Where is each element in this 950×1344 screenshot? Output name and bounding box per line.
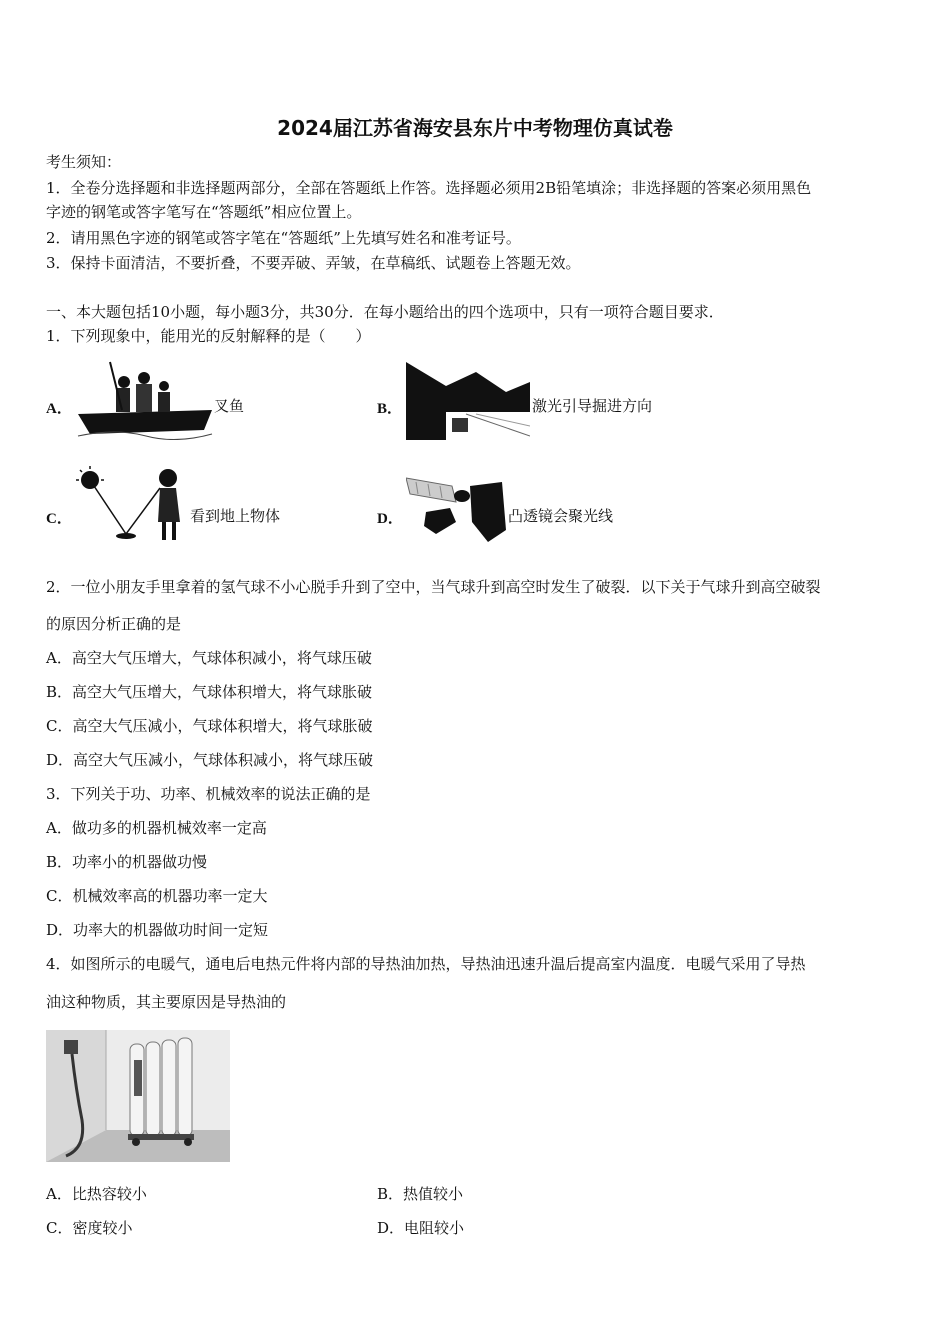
notice-line-1: 1．全卷分选择题和非选择题两部分，全部在答题纸上作答。选择题必须用2B铅笔填涂；非选择题的答案必须用黑色 bbox=[46, 179, 812, 197]
q3-option-d-text: 功率大的机器做功时间一定短 bbox=[73, 921, 269, 939]
q4-option-d bbox=[377, 1218, 464, 1238]
q4-option-c-label: C． bbox=[46, 1219, 73, 1237]
q4-option-d-text: 电阻较小 bbox=[404, 1219, 465, 1237]
convex-lens-image bbox=[406, 472, 506, 544]
q3-option-a-label: A． bbox=[46, 819, 72, 837]
q2-option-d bbox=[46, 750, 373, 770]
oil-heater-image bbox=[46, 1030, 230, 1162]
q1-stem: 1．下列现象中，能用光的反射解释的是（ ） bbox=[46, 327, 371, 345]
q4-option-a-label: A． bbox=[46, 1185, 72, 1203]
q4-stem-line-2: 油这种物质，其主要原因是导热油的 bbox=[46, 993, 287, 1011]
tunnel-laser-image bbox=[406, 362, 530, 440]
q2-option-d-text: 高空大气压减小，气球体积减小，将气球压破 bbox=[73, 751, 374, 769]
q2-option-b-label: B． bbox=[46, 683, 73, 701]
q2-stem-line-2: 的原因分析正确的是 bbox=[46, 615, 182, 633]
q4-stem-line-1: 4．如图所示的电暖气，通电后电热元件将内部的导热油加热，导热油迅速升温后提高室内温度．电暖气采用了导热 bbox=[46, 955, 806, 973]
q3-option-a-text: 做功多的机器机械效率一定高 bbox=[71, 819, 267, 837]
q3-stem: 3．下列关于功、功率、机械效率的说法正确的是 bbox=[46, 785, 371, 803]
q4-option-d-label: D． bbox=[377, 1219, 405, 1237]
q3-option-b-text: 功率小的机器做功慢 bbox=[72, 853, 208, 871]
notice-line-2: 字迹的钢笔或答字笔写在“答题纸”相应位置上。 bbox=[46, 203, 362, 221]
q2-option-a-text: 高空大气压增大，气球体积减小，将气球压破 bbox=[71, 649, 372, 667]
q3-option-c-text: 机械效率高的机器功率一定大 bbox=[72, 887, 268, 905]
q3-option-d-label: D． bbox=[46, 921, 74, 939]
q1-option-d-text: 凸透镜会聚光线 bbox=[508, 507, 614, 525]
q3-option-c-label: C． bbox=[46, 887, 73, 905]
notice-line-4: 3．保持卡面清洁，不要折叠，不要弄破、弄皱，在草稿纸、试题卷上答题无效。 bbox=[46, 254, 581, 272]
q3-option-c bbox=[46, 886, 268, 906]
q3-option-b-label: B． bbox=[46, 853, 73, 871]
page-title: 2024届江苏省海安县东片中考物理仿真试卷 bbox=[277, 116, 673, 140]
section-heading: 一、本大题包括10小题，每小题3分，共30分．在每小题给出的四个选项中，只有一项符合题目要求． bbox=[46, 303, 724, 321]
q4-option-b bbox=[377, 1184, 463, 1204]
q4-option-a bbox=[46, 1184, 147, 1204]
fishing-boat-image bbox=[76, 358, 214, 440]
q2-option-c-label: C． bbox=[46, 717, 73, 735]
q4-option-c-text: 密度较小 bbox=[72, 1219, 133, 1237]
q1-option-d-label: D． bbox=[377, 511, 403, 527]
q3-option-a bbox=[46, 818, 267, 838]
q3-option-b bbox=[46, 852, 207, 872]
q2-option-a bbox=[46, 648, 372, 668]
notice-heading: 考生须知： bbox=[46, 153, 122, 171]
q4-option-b-text: 热值较小 bbox=[403, 1185, 464, 1203]
q2-option-c-text: 高空大气压减小，气球体积增大，将气球胀破 bbox=[72, 717, 373, 735]
q3-option-d bbox=[46, 920, 268, 940]
q1-option-b-label: B． bbox=[377, 401, 403, 417]
q2-stem-line-1: 2．一位小朋友手里拿着的氢气球不小心脱手升到了空中，当气球升到高空时发生了破裂．以下关于气球升到高空破裂 bbox=[46, 578, 821, 596]
q2-option-b bbox=[46, 682, 372, 702]
q2-option-d-label: D． bbox=[46, 751, 74, 769]
q1-option-a-text: 叉鱼 bbox=[214, 397, 245, 415]
q2-option-c bbox=[46, 716, 373, 736]
q4-option-b-label: B． bbox=[377, 1185, 404, 1203]
q4-option-a-text: 比热容较小 bbox=[71, 1185, 147, 1203]
girl-looking-image bbox=[76, 466, 188, 544]
q4-option-c bbox=[46, 1218, 133, 1238]
q1-option-a-label: A． bbox=[46, 401, 72, 417]
q1-option-c-label: C． bbox=[46, 511, 72, 527]
q1-option-b-text: 激光引导掘进方向 bbox=[532, 397, 653, 415]
notice-line-3: 2．请用黑色字迹的钢笔或答字笔在“答题纸”上先填写姓名和准考证号。 bbox=[46, 229, 521, 247]
q2-option-b-text: 高空大气压增大，气球体积增大，将气球胀破 bbox=[72, 683, 373, 701]
q1-option-c-text: 看到地上物体 bbox=[190, 507, 281, 525]
q2-option-a-label: A． bbox=[46, 649, 72, 667]
